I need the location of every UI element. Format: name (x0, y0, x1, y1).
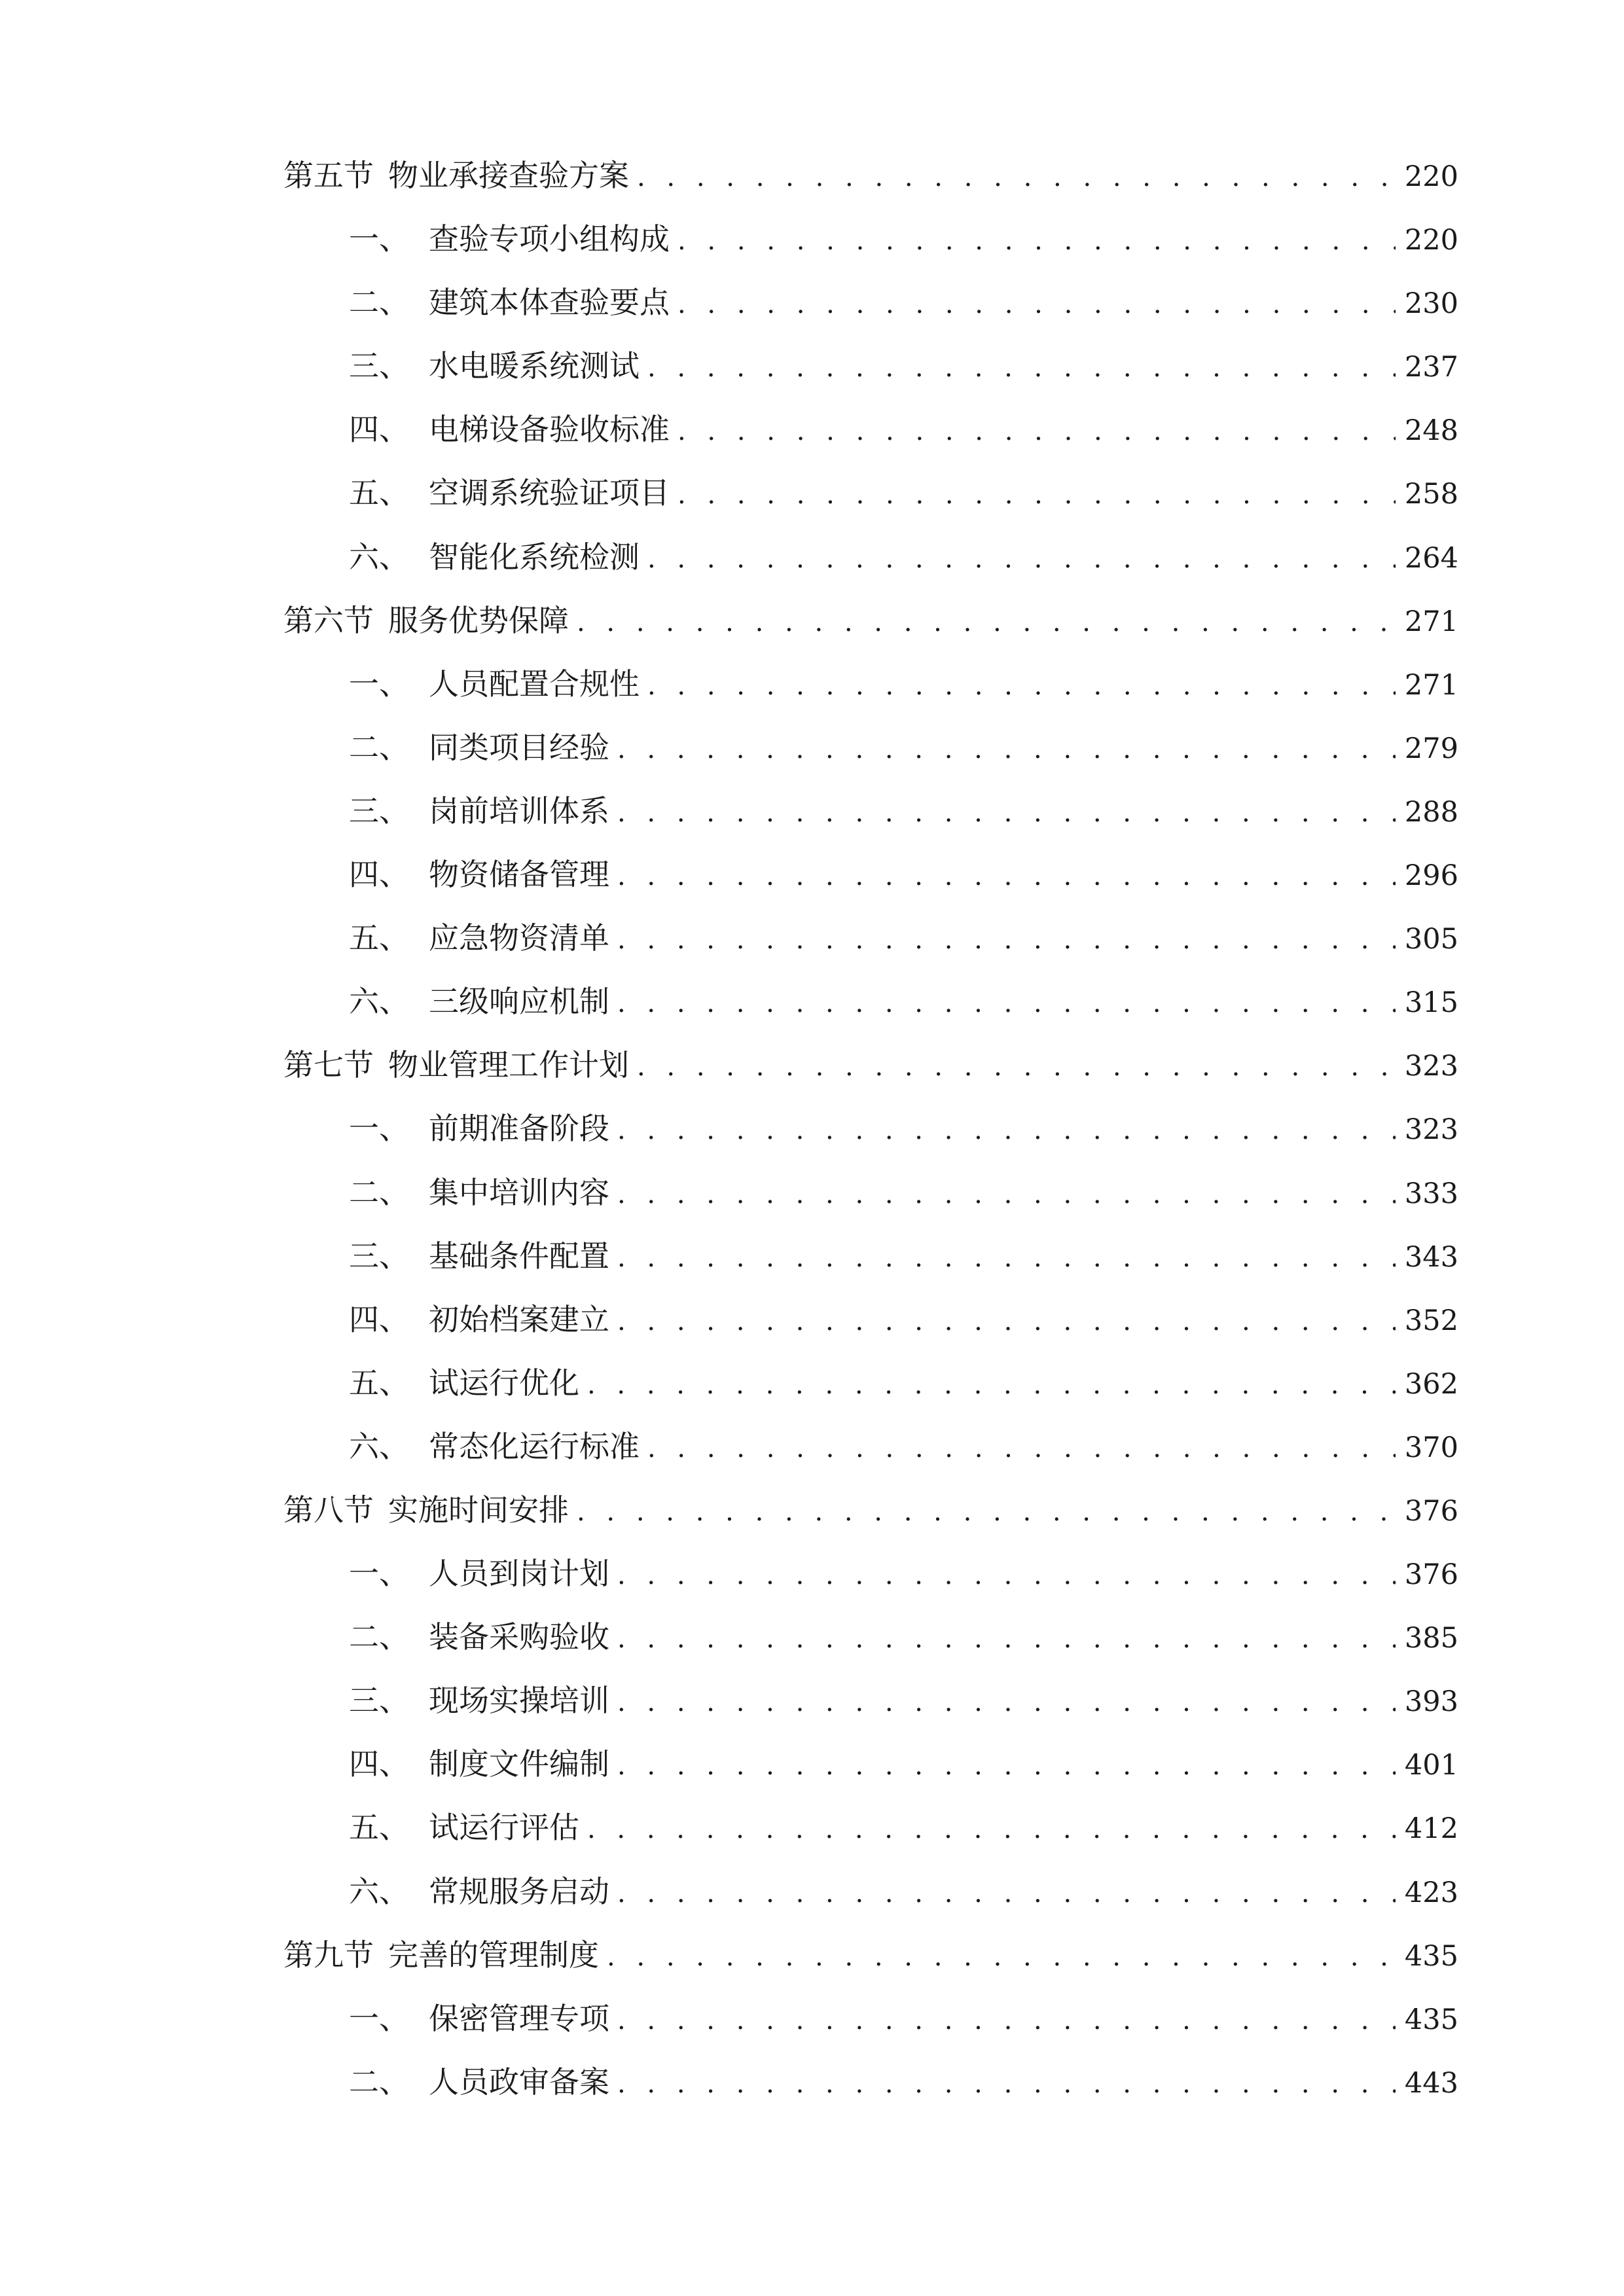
toc-entry-page-number: 423 (1404, 1876, 1458, 1909)
toc-entry-number: 四、 (349, 1746, 409, 1782)
toc-leader-dots (677, 209, 1396, 273)
toc-entry-title: 物业承接查验方案 (388, 158, 629, 193)
toc-entry-title: 服务优势保障 (388, 602, 569, 638)
toc-subsection-entry[interactable] (283, 1605, 1458, 1669)
toc-leader-dots (617, 1227, 1396, 1290)
toc-leader-dots (577, 1480, 1396, 1544)
toc-subsection-entry[interactable] (283, 271, 1458, 334)
toc-entry-page-number: 412 (1404, 1812, 1458, 1846)
toc-leader-dots (647, 528, 1396, 591)
toc-entry-number: 五、 (349, 1810, 409, 1846)
toc-entry-page-number: 288 (1404, 795, 1458, 829)
toc-entry-number: 四、 (349, 412, 409, 448)
toc-subsection-entry[interactable] (283, 1542, 1458, 1605)
toc-entry-title: 常规服务启动 (429, 1873, 609, 1909)
toc-entry-number: 第五节 (283, 158, 374, 193)
toc-entry-page-number: 333 (1404, 1177, 1458, 1210)
toc-entry-number: 五、 (349, 1365, 409, 1401)
toc-entry-page-number: 220 (1404, 160, 1458, 193)
toc-entry-page-number: 343 (1404, 1240, 1458, 1274)
toc-leader-dots (607, 1926, 1396, 1989)
toc-entry-number: 六、 (349, 984, 409, 1020)
toc-entry-title: 初始档案建立 (429, 1301, 609, 1337)
toc-entry-title: 人员政审备案 (429, 2064, 609, 2100)
toc-entry-page-number: 264 (1404, 541, 1458, 575)
toc-leader-dots (587, 1798, 1396, 1861)
toc-entry-page-number: 258 (1404, 478, 1458, 511)
toc-entry-page-number: 435 (1404, 1939, 1458, 1973)
toc-entry-number: 三、 (349, 1238, 409, 1274)
toc-entry-page-number: 443 (1404, 2066, 1458, 2100)
toc-entry-title: 电梯设备验收标准 (429, 412, 670, 448)
toc-subsection-entry[interactable] (283, 1161, 1458, 1225)
toc-entry-title: 空调系统验证项目 (429, 475, 670, 511)
toc-entry-page-number: 323 (1404, 1113, 1458, 1147)
toc-subsection-entry[interactable] (283, 1415, 1458, 1479)
toc-entry-number: 五、 (349, 920, 409, 956)
toc-entry-page-number: 271 (1404, 605, 1458, 638)
toc-subsection-entry[interactable] (283, 780, 1458, 843)
toc-entry-number: 三、 (349, 1683, 409, 1719)
toc-subsection-entry[interactable] (283, 334, 1458, 398)
toc-entry-number: 一、 (349, 1556, 409, 1592)
toc-entry-title: 实施时间安排 (388, 1492, 569, 1528)
toc-subsection-entry[interactable] (283, 461, 1458, 525)
toc-leader-dots (677, 400, 1396, 463)
toc-subsection-entry[interactable] (283, 1987, 1458, 2051)
toc-entry-page-number: 305 (1404, 923, 1458, 956)
toc-leader-dots (637, 146, 1396, 209)
toc-leader-dots (647, 336, 1396, 400)
toc-entry-number: 二、 (349, 729, 409, 765)
toc-entry-page-number: 376 (1404, 1558, 1458, 1592)
toc-entry-number: 第九节 (283, 1937, 374, 1973)
toc-subsection-entry[interactable] (283, 1669, 1458, 1732)
toc-entry-page-number: 376 (1404, 1494, 1458, 1528)
toc-entry-number: 六、 (349, 539, 409, 575)
toc-entry-title: 现场实操培训 (429, 1683, 609, 1719)
toc-entry-number: 六、 (349, 1873, 409, 1909)
toc-subsection-entry[interactable] (283, 843, 1458, 906)
toc-leader-dots (647, 1417, 1396, 1480)
toc-subsection-entry[interactable] (283, 906, 1458, 970)
toc-entry-title: 三级响应机制 (429, 984, 609, 1020)
toc-leader-dots (587, 1354, 1396, 1417)
toc-entry-title: 人员到岗计划 (429, 1556, 609, 1592)
toc-entry-title: 水电暖系统测试 (429, 348, 640, 384)
toc-entry-title: 试运行优化 (429, 1365, 579, 1401)
toc-entry-page-number: 279 (1404, 732, 1458, 765)
toc-leader-dots (617, 1671, 1396, 1734)
toc-entry-title: 同类项目经验 (429, 729, 609, 765)
toc-subsection-entry[interactable] (283, 1860, 1458, 1924)
toc-section-entry[interactable] (283, 589, 1458, 653)
toc-leader-dots (647, 655, 1396, 718)
toc-entry-title: 人员配置合规性 (429, 666, 640, 702)
toc-entry-page-number: 362 (1404, 1367, 1458, 1401)
toc-subsection-entry[interactable] (283, 1796, 1458, 1859)
toc-leader-dots (617, 1734, 1396, 1798)
toc-entry-title: 试运行评估 (429, 1810, 579, 1846)
toc-subsection-entry[interactable] (283, 1288, 1458, 1352)
toc-entry-page-number: 271 (1404, 668, 1458, 702)
toc-entry-number: 三、 (349, 348, 409, 384)
toc-entry-page-number: 296 (1404, 859, 1458, 893)
toc-leader-dots (617, 845, 1396, 908)
toc-leader-dots (617, 1099, 1396, 1162)
toc-entry-number: 二、 (349, 1619, 409, 1655)
toc-leader-dots (617, 908, 1396, 972)
toc-entry-page-number: 237 (1404, 351, 1458, 384)
toc-leader-dots (677, 463, 1396, 527)
toc-entry-title: 制度文件编制 (429, 1746, 609, 1782)
toc-leader-dots (617, 1989, 1396, 2053)
toc-entry-title: 智能化系统检测 (429, 539, 640, 575)
toc-section-entry[interactable] (283, 1479, 1458, 1542)
toc-entry-title: 物业管理工作计划 (388, 1047, 629, 1083)
toc-entry-title: 岗前培训体系 (429, 793, 609, 829)
toc-entry-title: 物资储备管理 (429, 857, 609, 893)
toc-entry-number: 一、 (349, 1111, 409, 1147)
toc-leader-dots (617, 1862, 1396, 1926)
toc-subsection-entry[interactable] (283, 1225, 1458, 1288)
toc-entry-number: 二、 (349, 1174, 409, 1210)
toc-section-entry[interactable] (283, 1924, 1458, 1987)
toc-subsection-entry[interactable] (283, 1352, 1458, 1415)
toc-subsection-entry[interactable] (283, 970, 1458, 1033)
toc-entry-number: 第八节 (283, 1492, 374, 1528)
toc-entry-page-number: 315 (1404, 986, 1458, 1020)
toc-entry-page-number: 248 (1404, 414, 1458, 448)
toc-leader-dots (617, 1544, 1396, 1607)
toc-subsection-entry[interactable] (283, 653, 1458, 716)
toc-entry-number: 二、 (349, 285, 409, 321)
toc-entry-title: 基础条件配置 (429, 1238, 609, 1274)
toc-entry-page-number: 393 (1404, 1685, 1458, 1719)
toc-entry-number: 第七节 (283, 1047, 374, 1083)
toc-entry-title: 前期准备阶段 (429, 1111, 609, 1147)
toc-subsection-entry[interactable] (283, 1097, 1458, 1160)
toc-entry-title: 完善的管理制度 (388, 1937, 599, 1973)
toc-subsection-entry[interactable] (283, 1732, 1458, 1796)
toc-entry-title: 建筑本体查验要点 (429, 285, 670, 321)
toc-entry-title: 装备采购验收 (429, 1619, 609, 1655)
toc-section-entry[interactable] (283, 1033, 1458, 1097)
table-of-contents (283, 144, 1458, 2114)
toc-entry-page-number: 352 (1404, 1304, 1458, 1337)
toc-entry-page-number: 323 (1404, 1050, 1458, 1083)
toc-entry-page-number: 435 (1404, 2003, 1458, 2036)
toc-subsection-entry[interactable] (283, 716, 1458, 780)
toc-entry-title: 应急物资清单 (429, 920, 609, 956)
toc-leader-dots (617, 2053, 1396, 2116)
toc-entry-page-number: 401 (1404, 1749, 1458, 1782)
toc-entry-page-number: 230 (1404, 287, 1458, 321)
toc-entry-number: 四、 (349, 1301, 409, 1337)
toc-entry-page-number: 385 (1404, 1622, 1458, 1655)
toc-leader-dots (577, 591, 1396, 655)
toc-entry-number: 四、 (349, 857, 409, 893)
toc-entry-number: 一、 (349, 221, 409, 257)
toc-leader-dots (677, 273, 1396, 336)
toc-entry-number: 一、 (349, 2000, 409, 2036)
toc-entry-title: 保密管理专项 (429, 2000, 609, 2036)
toc-leader-dots (637, 1035, 1396, 1099)
toc-entry-page-number: 370 (1404, 1431, 1458, 1464)
toc-leader-dots (617, 972, 1396, 1035)
toc-entry-title: 集中培训内容 (429, 1174, 609, 1210)
toc-subsection-entry[interactable] (283, 526, 1458, 589)
toc-entry-number: 六、 (349, 1428, 409, 1464)
toc-leader-dots (617, 1607, 1396, 1671)
toc-entry-title: 查验专项小组构成 (429, 221, 670, 257)
toc-entry-number: 第六节 (283, 602, 374, 638)
toc-leader-dots (617, 781, 1396, 845)
toc-section-entry[interactable] (283, 144, 1458, 207)
toc-subsection-entry[interactable] (283, 398, 1458, 461)
toc-entry-number: 三、 (349, 793, 409, 829)
toc-leader-dots (617, 718, 1396, 781)
toc-leader-dots (617, 1163, 1396, 1227)
toc-subsection-entry[interactable] (283, 2051, 1458, 2114)
toc-entry-number: 二、 (349, 2064, 409, 2100)
toc-leader-dots (617, 1290, 1396, 1354)
toc-entry-title: 常态化运行标准 (429, 1428, 640, 1464)
toc-entry-number: 一、 (349, 666, 409, 702)
toc-subsection-entry[interactable] (283, 207, 1458, 271)
toc-entry-page-number: 220 (1404, 224, 1458, 257)
toc-entry-number: 五、 (349, 475, 409, 511)
